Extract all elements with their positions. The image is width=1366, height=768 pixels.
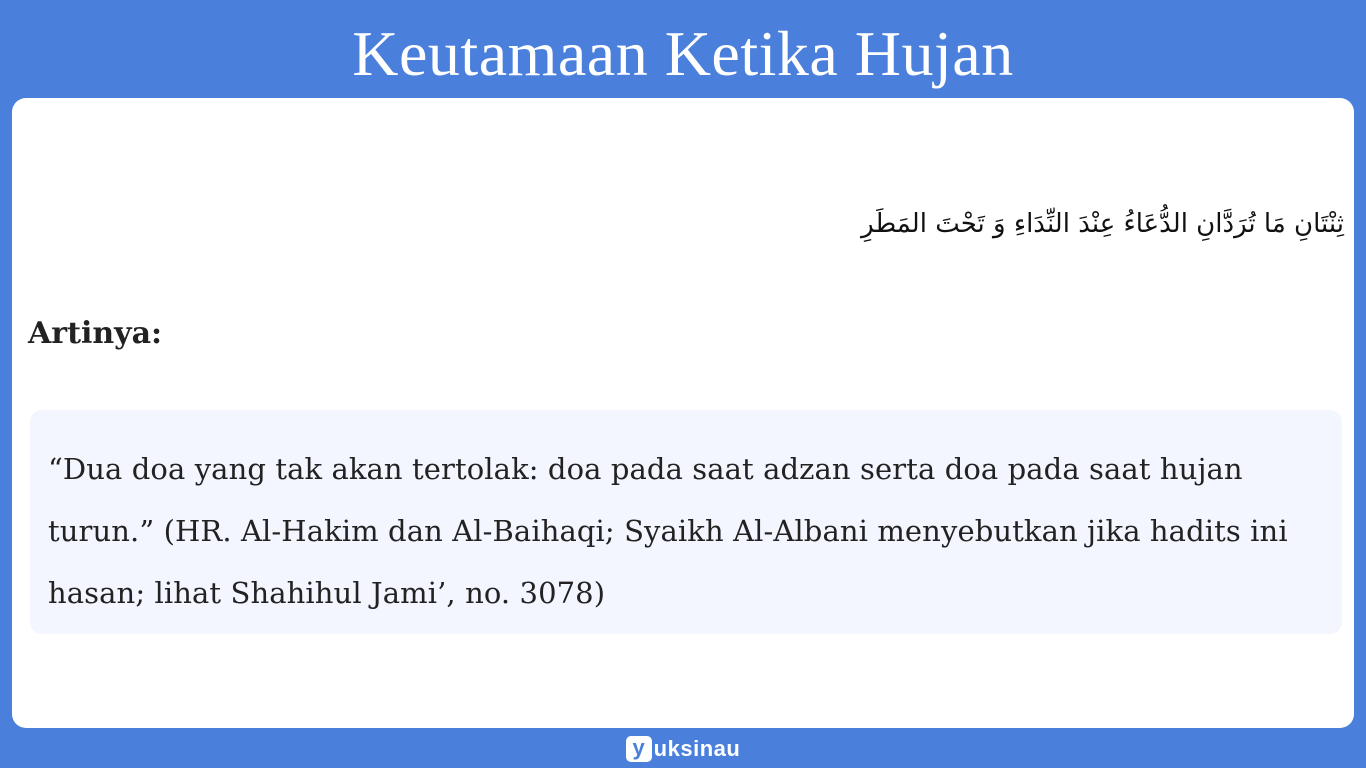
translation-quote-text: “Dua doa yang tak akan tertolak: doa pada saat adzan serta doa pada saat hujan turun.” (HR. Al-Hakim dan Al-Baihaqi; Syaikh Al-Albani menyebutkan jika hadits ini hasan; lihat Shahihul Jami’, no. 3078) — [48, 452, 1288, 610]
logo-y-icon: y — [626, 736, 652, 762]
arabic-hadith-text: ثِنْتَانِ مَا تُرَدَّانِ الدُّعَاءُ عِنْدَ النِّدَاءِ وَ تَحْتَ المَطَرِ — [861, 209, 1344, 239]
translation-quote-box — [30, 410, 1342, 634]
content-card — [12, 98, 1354, 728]
meaning-label: Artinya: — [28, 316, 163, 351]
page-title: Keutamaan Ketika Hujan — [352, 18, 1014, 89]
brand-logo — [0, 734, 1366, 764]
logo-wordmark: uksinau — [653, 736, 741, 761]
